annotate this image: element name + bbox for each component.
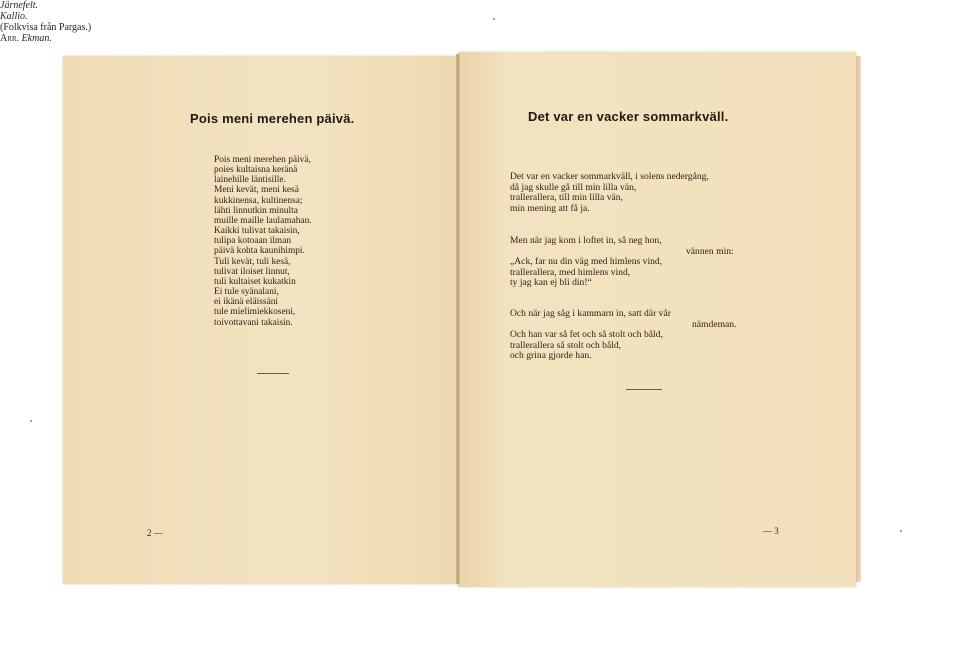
poem-line: trallerallera, till min lilla vän,	[510, 192, 623, 204]
poem-line: Och han var så fet och så stolt och båld,	[510, 329, 663, 341]
left-poem-author: Kallio.	[0, 11, 28, 22]
poem-line: Meni kevät, meni kesä	[214, 185, 299, 196]
end-rule	[626, 389, 662, 390]
poem-line: „Ack, far nu din väg med himlens vind,	[510, 256, 663, 268]
end-rule	[257, 373, 289, 374]
poem-line: kukkinensa, kultinensa;	[214, 195, 303, 206]
poem-line: lähti linnutkin minulta	[214, 205, 298, 216]
poem-line: ty jag kan ej bli din!“	[510, 277, 592, 289]
poem-line: Och när jag såg i kammarn in, satt där vår	[510, 308, 671, 319]
poem-line: poies kultaisna keränä	[214, 165, 298, 176]
poem-line: lainehille läntisille.	[214, 175, 286, 186]
right-poem-subtitle: (Folkvisa från Pargas.)	[0, 22, 92, 33]
left-page-number: 2 —	[147, 528, 163, 538]
arranger-prefix: Arr.	[0, 33, 20, 44]
poem-line: min mening att få ja.	[510, 202, 590, 214]
poem-line: päivä kohta kaunihimpi.	[214, 246, 305, 257]
left-poem-title: Pois meni merehen päivä.	[190, 111, 355, 126]
stanza-1	[510, 172, 709, 214]
poem-line: Ei tule syänalani,	[214, 287, 279, 298]
poem-line: ei ikänä eläissäni	[214, 297, 279, 308]
poem-line: nämdeman.	[692, 318, 737, 330]
poem-line: muille maille laulamahan.	[214, 215, 312, 226]
poem-line: tulivat iloiset linnut,	[214, 266, 290, 277]
poem-line: toivottavani takaisin.	[214, 317, 293, 328]
poem-line: Men när jag kom i loftet in, så neg hon,	[510, 235, 662, 246]
poem-line: Tuli kevät, tuli kesä,	[214, 256, 291, 267]
poem-line: tuli kultaiset kukatkin	[214, 276, 296, 287]
speck	[30, 420, 32, 422]
poem-line: och grina gjorde han.	[510, 350, 592, 362]
book-spine	[456, 54, 460, 584]
poem-line: trallerallera så stolt och båld,	[510, 339, 622, 351]
poem-line: vännen min:	[686, 245, 734, 257]
speck	[493, 18, 495, 20]
poem-line: trallerallera, med himlens vind,	[510, 266, 631, 278]
right-page-number: — 3	[763, 526, 779, 536]
poem-line: då jag skulle gå till min lilla vän,	[510, 181, 637, 193]
poem-line: Kaikki tulivat takaisin,	[214, 226, 300, 237]
speck	[900, 530, 902, 532]
poem-line: tulipa kotoaan ilman	[214, 236, 292, 247]
arranger-name: Ekman.	[21, 33, 52, 44]
stanza-2	[510, 236, 734, 289]
right-poem-title: Det var en vacker sommarkväll.	[528, 109, 729, 124]
page-edge	[856, 56, 861, 582]
stanza-3	[510, 309, 737, 362]
left-poem-composer: Järnefelt.	[0, 0, 39, 11]
poem-line: Pois meni merehen päivä,	[214, 155, 311, 165]
poem-line: Det var en vacker sommarkväll, i solens nedergång,	[510, 171, 709, 182]
left-poem-body	[214, 155, 312, 328]
right-poem-arranger	[0, 33, 960, 44]
poem-line: tule mielimiekkoseni,	[214, 307, 296, 318]
